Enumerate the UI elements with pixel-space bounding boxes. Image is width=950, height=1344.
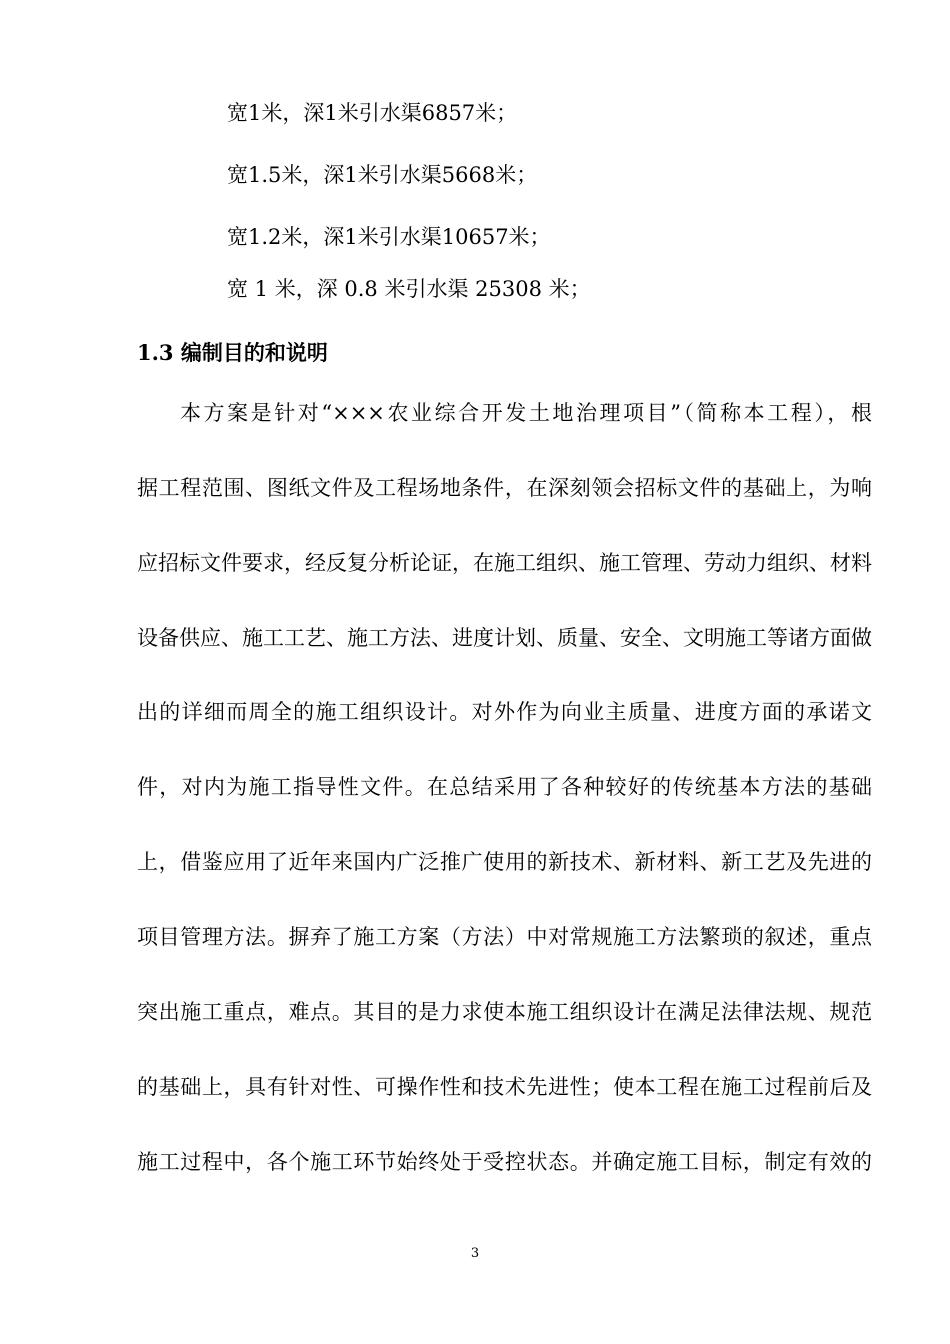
list-item: 宽1米，深1米引水渠6857米；: [227, 101, 518, 125]
paragraph-line: 件，对内为施工指导性文件。在总结采用了各种较好的传统基本方法的基础: [137, 775, 872, 799]
paragraph-line: 据工程范围、图纸文件及工程场地条件，在深刻领会招标文件的基础上，为响: [137, 476, 872, 500]
paragraph-line: 出的详细而周全的施工组织设计。对外作为向业主质量、进度方面的承诺文: [137, 700, 872, 724]
section-heading: 1.3 编制目的和说明: [137, 340, 328, 365]
paragraph-line: 的基础上，具有针对性、可操作性和技术先进性；使本工程在施工过程前后及: [137, 1075, 872, 1099]
paragraph-line: 应招标文件要求，经反复分析论证，在施工组织、施工管理、劳动力组织、材料: [137, 551, 872, 575]
page-number: 3: [470, 1246, 480, 1261]
paragraph-line: 施工过程中，各个施工环节始终处于受控状态。并确定施工目标，制定有效的: [137, 1150, 872, 1174]
list-item: 宽 1 米，深 0.8 米引水渠 25308 米；: [227, 277, 591, 301]
paragraph-line: 突出施工重点，难点。其目的是力求使本施工组织设计在满足法律法规、规范: [137, 1000, 872, 1024]
paragraph-line: 设备供应、施工工艺、施工方法、进度计划、质量、安全、文明施工等诸方面做: [137, 626, 872, 650]
list-item: 宽1.5米，深1米引水渠5668米；: [227, 163, 538, 187]
list-item: 宽1.2米，深1米引水渠10657米；: [227, 225, 551, 249]
paragraph-line: 项目管理方法。摒弃了施工方案（方法）中对常规施工方法繁琐的叙述，重点: [137, 925, 872, 949]
paragraph-line: 本方案是针对“×××农业综合开发土地治理项目”（简称本工程），根: [180, 401, 872, 425]
paragraph-line: 上，借鉴应用了近年来国内广泛推广使用的新技术、新材料、新工艺及先进的: [137, 850, 872, 874]
